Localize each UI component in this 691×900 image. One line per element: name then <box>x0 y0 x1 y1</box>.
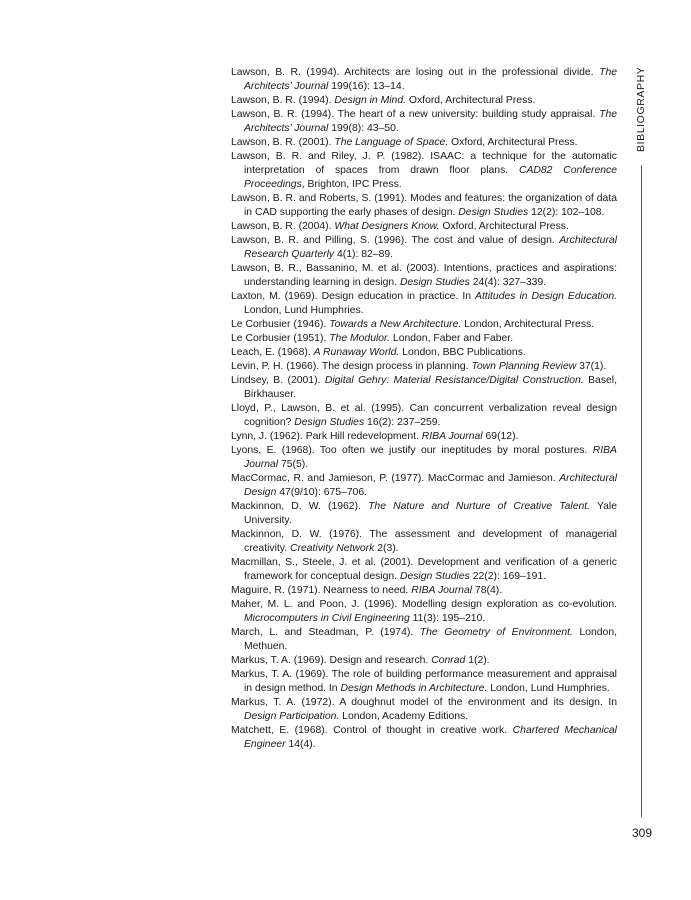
entry-text: 199(16): 13–14. <box>328 81 405 92</box>
bibliography-entry <box>231 220 617 234</box>
entry-text: Lloyd, P., Lawson, B. et al. (1995). Can concurrent verbalization reveal design cognition? <box>231 403 617 428</box>
entry-title-italic: RIBA Journal <box>421 431 483 442</box>
entry-title-italic: Town Planning Review <box>471 361 577 372</box>
entry-title-italic: Creativity Network <box>290 543 375 554</box>
entry-title-italic: Design Participation. <box>244 711 340 722</box>
bibliography-entry <box>231 430 617 444</box>
bibliography-entry <box>231 234 617 262</box>
entry-title-italic: Architectural Research Quarterly <box>244 235 617 260</box>
entry-text: Matchett, E. (1968). Control of thought in creative work. <box>231 725 513 736</box>
entry-text: 14(4). <box>285 739 316 750</box>
page-number: 309 <box>631 826 652 840</box>
bibliography-entry <box>231 262 617 290</box>
section-divider-rule <box>641 165 642 817</box>
entry-title-italic: Design Studies <box>399 571 470 582</box>
entry-text: Lawson, B. R. (1994). <box>231 95 335 106</box>
entry-text: Macmillan, S., Steele, J. et al. (2001). Development and verification of a generic framework for conceptual design. <box>231 557 617 582</box>
entry-title-italic: Design Methods in Architecture. <box>340 683 488 694</box>
bibliography-entry <box>231 108 617 136</box>
entry-text: Markus, T. A. (1972). A doughnut model of the environment and its design. In <box>231 697 617 708</box>
entry-text: 199(8): 43–50. <box>328 123 399 134</box>
entry-text: 78(4). <box>472 585 503 596</box>
entry-text: Lindsey, B. (2001). <box>231 375 325 386</box>
entry-text: Laxton, M. (1969). Design education in practice. In <box>231 291 476 302</box>
entry-text: 1(2). <box>465 655 490 666</box>
entry-text: Lyons, E. (1968). Too often we justify our ineptitudes by moral postures. <box>231 445 593 456</box>
entry-text: Lawson, B. R. (2004). <box>231 221 335 232</box>
entry-text: London, Architectural Press. <box>461 319 595 330</box>
entry-text: Maher, M. L. and Poon, J. (1996). Modelling design exploration as co-evolution. <box>231 599 617 610</box>
entry-text: 37(1). <box>576 361 607 372</box>
entry-text: London, Lund Humphries. <box>244 305 364 316</box>
bibliography-entry <box>231 626 617 654</box>
bibliography-entry <box>231 654 617 668</box>
entry-text: 11(3): 195–210. <box>409 613 486 624</box>
entry-text: Lawson, B. R. and Roberts, S. (1991). Modes and features: the organization of data in CAD supporting the early phases of design. <box>231 193 617 218</box>
entry-text: March, L. and Steadman, P. (1974). <box>231 627 420 638</box>
entry-text: 69(12). <box>482 431 519 442</box>
entry-text: London, Academy Editions. <box>339 711 469 722</box>
bibliography-list <box>231 66 617 752</box>
bibliography-entry <box>231 318 617 332</box>
entry-text: Lynn, J. (1962). Park Hill redevelopment. <box>231 431 422 442</box>
bibliography-entry <box>231 94 617 108</box>
entry-title-italic: Design Studies <box>294 417 365 428</box>
bibliography-entry <box>231 556 617 584</box>
entry-text: 22(2): 169–191. <box>469 571 547 582</box>
entry-title-italic: Microcomputers in Civil Engineering <box>244 613 410 624</box>
entry-text: Yale University. <box>244 501 617 526</box>
bibliography-entry <box>231 192 617 220</box>
bibliography-entry <box>231 584 617 598</box>
bibliography-entry <box>231 136 617 150</box>
bibliography-entry <box>231 696 617 724</box>
entry-text: 16(2): 237–259. <box>364 417 441 428</box>
entry-title-italic: A Runaway World. <box>313 347 400 358</box>
bibliography-entry <box>231 444 617 472</box>
entry-text: 4(1): 82–89. <box>334 249 394 260</box>
entry-text: Basel, Birkhauser. <box>244 375 617 400</box>
bibliography-entry <box>231 374 617 402</box>
entry-title-italic: The Nature and Nurture of Creative Talent. <box>368 501 591 512</box>
entry-text: , Brighton, IPC Press. <box>301 179 402 190</box>
entry-text: 12(2): 102–108. <box>528 207 605 218</box>
bibliography-entry <box>231 472 617 500</box>
entry-text: Le Corbusier (1951). <box>231 333 330 344</box>
entry-text: 2(3). <box>374 543 399 554</box>
entry-title-italic: RIBA Journal <box>244 445 617 470</box>
entry-title-italic: Architectural Design <box>244 473 617 498</box>
bibliography-entry <box>231 402 617 430</box>
entry-text: Lawson, B. R. (2001). <box>231 137 335 148</box>
entry-text: Oxford, Architectural Press. <box>439 221 569 232</box>
entry-text: Lawson, B. R. (1994). Architects are losing out in the professional divide. <box>231 67 600 78</box>
entry-title-italic: Design Studies <box>458 207 529 218</box>
entry-title-italic: What Designers Know. <box>334 221 440 232</box>
entry-text: Lawson, B. R. and Riley, J. P. (1982). ISAAC: a technique for the automatic interpretation of spaces from drawn floor plans. <box>231 151 617 176</box>
entry-title-italic: Digital Gehry: Material Resistance/Digital Construction. <box>324 375 584 386</box>
entry-title-italic: Conrad <box>431 655 466 666</box>
entry-text: Levin, P. H. (1966). The design process in planning. <box>231 361 472 372</box>
entry-title-italic: The Geometry of Environment. <box>419 627 573 638</box>
bibliography-entry <box>231 668 617 696</box>
entry-text: Lawson, B. R., Bassanino, M. et al. (2003). Intentions, practices and aspirations: understanding learning in design. <box>231 263 617 288</box>
entry-text: Lawson, B. R. and Pilling, S. (1996). The cost and value of design. <box>231 235 560 246</box>
bibliography-entry <box>231 66 617 94</box>
entry-text: 75(5). <box>278 459 309 470</box>
entry-text: MacCormac, R. and Jamieson, P. (1977). MacCormac and Jamieson. <box>231 473 560 484</box>
bibliography-entry <box>231 150 617 192</box>
entry-text: 47(9/10): 675–706. <box>276 487 368 498</box>
entry-text: 24(4): 327–339. <box>469 277 547 288</box>
entry-text: Markus, T. A. (1969). The role of building performance measurement and appraisal in design method. In <box>231 669 617 694</box>
bibliography-entry <box>231 290 617 318</box>
bibliography-entry <box>231 598 617 626</box>
entry-title-italic: The Language of Space. <box>334 137 449 148</box>
entry-text: Oxford, Architectural Press. <box>448 137 578 148</box>
entry-text: London, Methuen. <box>244 627 617 652</box>
entry-title-italic: RIBA Journal <box>411 585 473 596</box>
entry-text: Oxford, Architectural Press. <box>406 95 536 106</box>
entry-title-italic: Towards a New Architecture. <box>329 319 462 330</box>
entry-title-italic: CAD82 Conference Proceedings <box>244 165 617 190</box>
entry-title-italic: Attitudes in Design Education. <box>475 291 618 302</box>
bibliography-entry <box>231 500 617 528</box>
section-label: BIBLIOGRAPHY <box>635 66 647 152</box>
entry-title-italic: Design Studies <box>399 277 470 288</box>
entry-text: London, Faber and Faber. <box>390 333 514 344</box>
entry-text: London, BBC Publications. <box>399 347 526 358</box>
entry-title-italic: Design in Mind. <box>334 95 407 106</box>
entry-text: Markus, T. A. (1969). Design and research. <box>231 655 432 666</box>
bibliography-entry <box>231 360 617 374</box>
entry-text: Maguire, R. (1971). Nearness to need. <box>231 585 412 596</box>
entry-text: Le Corbusier (1946). <box>231 319 330 330</box>
bibliography-entry <box>231 528 617 556</box>
entry-title-italic: Chartered Mechanical Engineer <box>244 725 617 750</box>
entry-title-italic: The Architects’ Journal <box>244 109 617 134</box>
entry-text: London, Lund Humphries. <box>487 683 610 694</box>
entry-title-italic: The Architects’ Journal <box>244 67 617 92</box>
entry-text: Lawson, B. R. (1994). The heart of a new university: building study appraisal. <box>231 109 600 120</box>
entry-text: Leach, E. (1968). <box>231 347 314 358</box>
entry-text: Mackinnon, D. W. (1976). The assessment and development of managerial creativity. <box>231 529 617 554</box>
entry-text: Mackinnon, D. W. (1962). <box>231 501 369 512</box>
bibliography-entry <box>231 332 617 346</box>
bibliography-entry <box>231 346 617 360</box>
entry-title-italic: The Modulor. <box>329 333 391 344</box>
bibliography-entry <box>231 724 617 752</box>
